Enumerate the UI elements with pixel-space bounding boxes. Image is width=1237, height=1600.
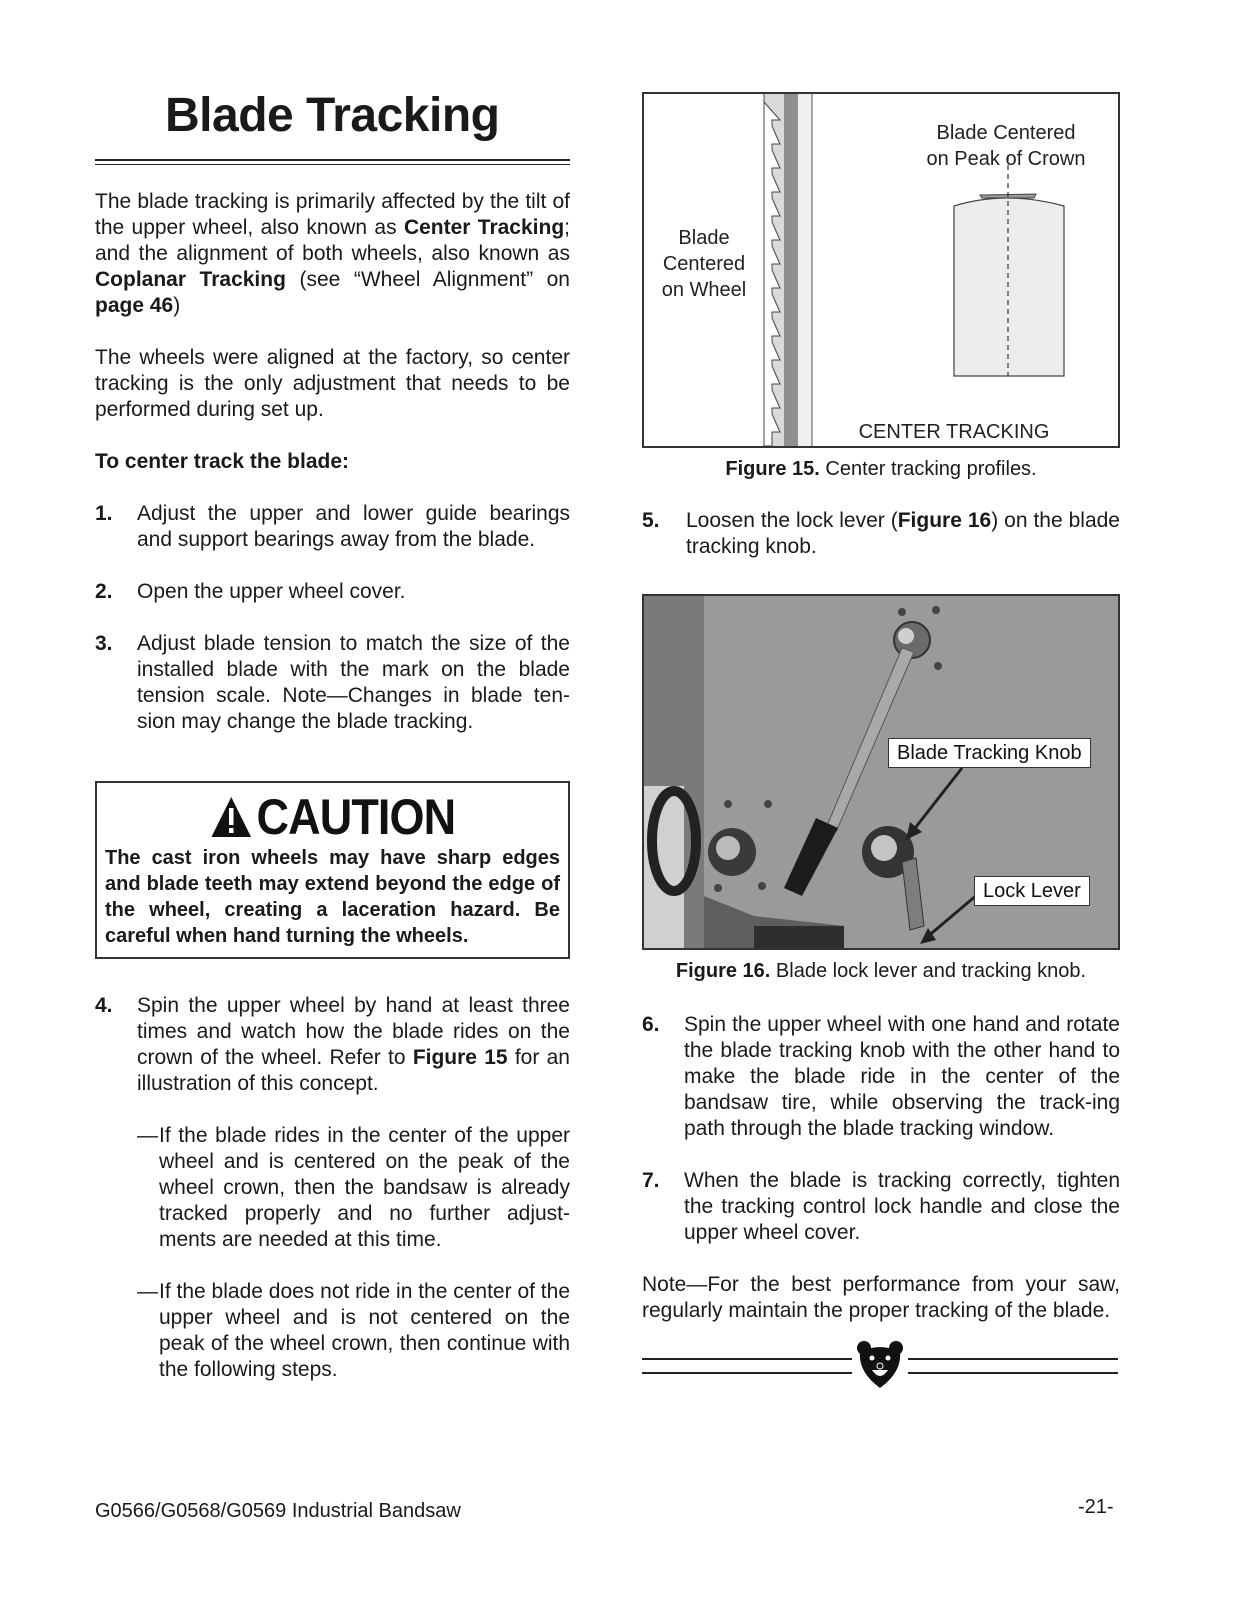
step-4 [95, 993, 570, 1097]
step-text [137, 993, 570, 1097]
caption-text: Blade lock lever and tracking knob. [770, 960, 1087, 982]
figure-15-caption [642, 456, 1120, 482]
maintenance-note: Note—For the best performance from your saw, regularly maintain the proper tracking of the blade. [642, 1273, 1120, 1322]
intro-page-ref: page 46 [95, 294, 174, 317]
step-text: Adjust blade tension to match the size of the installed blade with the mark on the blade tension scale. Note—Changes in blade ten-sion may change the blade tracking. [137, 632, 570, 733]
step-5-text-c: ) on the blade tracking knob. [686, 509, 1120, 558]
step-3 [95, 631, 570, 735]
intro-term-coplanar-tracking: Coplanar Tracking [95, 268, 286, 291]
step-text [686, 508, 1120, 560]
intro-text-c: ; and the alignment of both wheels, also known as [95, 216, 570, 265]
dash: — [137, 1280, 158, 1303]
label-line: Centered [662, 253, 746, 275]
label-center-tracking: CENTER TRACKING [858, 421, 1050, 443]
caution-title: CAUTION [256, 789, 456, 845]
step-number: 4. [95, 994, 113, 1017]
end-of-section-divider [642, 1344, 1120, 1390]
condition-text: If the blade rides in the center of the upper wheel and is centered on the peak of the wheel crown, then the bandsaw is already tracked properly and no further adjust-ments are needed at this time. [159, 1124, 570, 1251]
figure-15-reference: Figure 15 [412, 1046, 508, 1069]
dash: — [137, 1124, 158, 1147]
caption-text: Center tracking profiles. [819, 458, 1037, 480]
procedure-heading [95, 449, 570, 475]
label-line: Blade Centered [936, 122, 1076, 144]
callout-blade-tracking-knob: Blade Tracking Knob [888, 738, 1091, 768]
right-column [642, 92, 1120, 1390]
figure-16-caption [642, 958, 1120, 984]
intro-text-g: ) [173, 294, 181, 317]
procedure-heading-text: To center track the blade: [95, 450, 350, 473]
bear-logo-icon [854, 1338, 906, 1390]
step-text: When the blade is tracking correctly, tighten the tracking control lock handle and close the upper wheel cover. [684, 1169, 1120, 1244]
step-number: 3. [95, 632, 113, 655]
intro-term-center-tracking: Center Tracking [403, 216, 565, 239]
step-4-text-c: for an illustration of this concept. [137, 1046, 570, 1095]
step-4-text-a: Spin the upper wheel by hand at least three times and watch how the blade rides on the crown of the wheel. Refer to [137, 994, 570, 1069]
caution-header [128, 789, 538, 845]
divider-line-left [642, 1358, 852, 1374]
callout-lock-lever: Lock Lever [974, 876, 1090, 906]
label-centered-on-wheel [652, 225, 756, 303]
step-number: 6. [642, 1013, 660, 1036]
caption-label: Figure 16. [675, 960, 771, 982]
label-line: Blade [678, 227, 730, 249]
caution-text: The cast iron wheels may have sharp edges and blade teeth may extend beyond the edge of the wheel, creating a laceration hazard. Be careful when hand turning the wheels. [105, 847, 560, 947]
step-1 [95, 501, 570, 553]
step-4-condition-1 [137, 1123, 570, 1253]
condition-text: If the blade does not ride in the center of the upper wheel and is not centered on the peak of the wheel crown, then continue with the following steps. [159, 1280, 570, 1381]
footer-model: G0566/G0568/G0569 Industrial Bandsaw [95, 1500, 461, 1522]
step-5 [642, 508, 1120, 560]
caution-box [95, 781, 570, 959]
figure-16-reference: Figure 16 [897, 509, 992, 532]
step-text: Adjust the upper and lower guide bearings and support bearings away from the blade. [137, 502, 570, 551]
caption-label: Figure 15. [725, 458, 820, 480]
step-4-condition-2 [137, 1279, 570, 1383]
step-text: Open the upper wheel cover. [137, 580, 406, 603]
left-column [95, 80, 570, 1383]
figure-16-photo [642, 594, 1120, 950]
intro-paragraph-2: The wheels were aligned at the factory, so center tracking is the only adjustment that needs to be performed during set up. [95, 346, 570, 421]
step-number: 5. [642, 509, 660, 532]
figure-15-diagram [642, 92, 1120, 448]
intro-paragraph-1 [95, 189, 570, 319]
step-number: 1. [95, 502, 113, 525]
label-line: on Wheel [661, 279, 747, 301]
warning-triangle-icon [210, 795, 253, 839]
intro-text-a: The blade tracking is primarily affected by the tilt of the upper wheel, also known as [95, 190, 570, 239]
step-number: 7. [642, 1169, 660, 1192]
intro-text-e: (see “Wheel Alignment” on [285, 268, 570, 291]
label-centered-on-crown [906, 120, 1106, 172]
step-7 [642, 1168, 1120, 1246]
label-line: on Peak of Crown [926, 148, 1086, 170]
step-text: Spin the upper wheel with one hand and rotate the blade tracking knob with the other hand to make the blade ride in the center of the bandsaw tire, while observing the track-ing path through the blade tracking window. [684, 1013, 1120, 1140]
step-5-text-a: Loosen the lock lever ( [686, 509, 898, 532]
page-title: Blade Tracking [165, 89, 500, 142]
step-number: 2. [95, 580, 113, 603]
step-2 [95, 579, 570, 605]
step-6 [642, 1012, 1120, 1142]
divider-line-right [908, 1358, 1118, 1374]
footer-page-number: -21- [1078, 1496, 1114, 1518]
